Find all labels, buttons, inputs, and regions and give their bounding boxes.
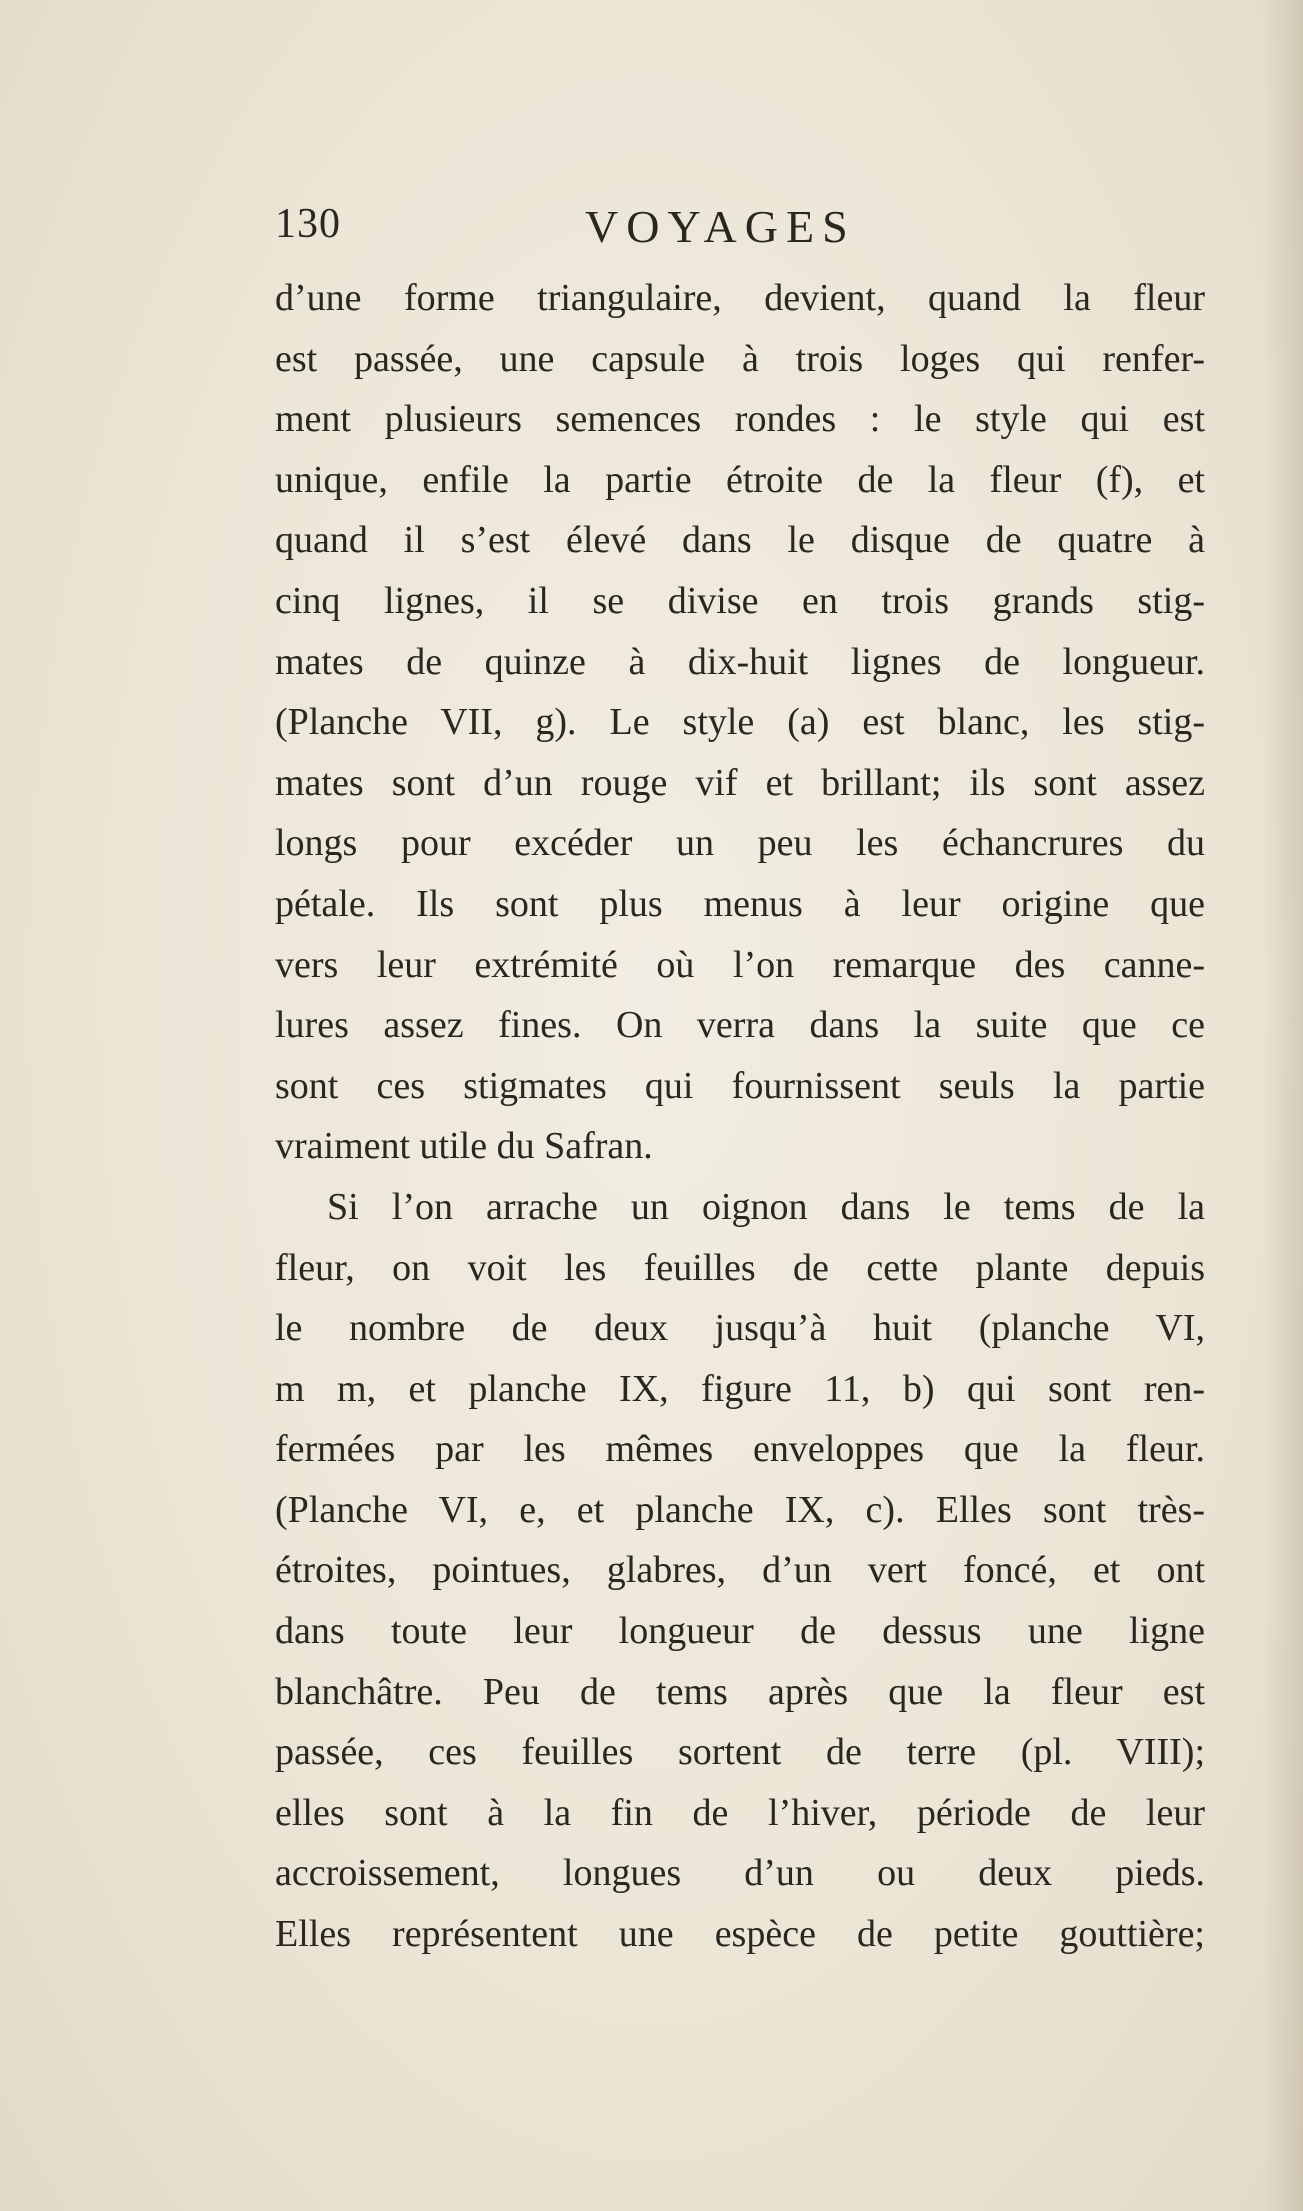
text-line: sont ces stigmates qui fournissent seuls la partie (275, 1064, 1205, 1107)
text-line: le nombre de deux jusqu’à huit (planche VI, (275, 1307, 1205, 1350)
text-line: blanchâtre. Peu de tems après que la fleur est (275, 1670, 1205, 1713)
text-line: elles sont à la fin de l’hiver, période de leur (275, 1791, 1205, 1834)
text-line: étroites, pointues, glabres, d’un vert foncé, et ont (275, 1549, 1205, 1592)
text-line: pétale. Ils sont plus menus à leur origine que (275, 882, 1205, 925)
text-line: longs pour excéder un peu les échancrures du (275, 822, 1205, 865)
text-line: vers leur extrémité où l’on remarque des canne- (275, 943, 1205, 986)
text-line: unique, enfile la partie étroite de la fleur (f), et (275, 458, 1205, 501)
text-line: cinq lignes, il se divise en trois grands stig- (275, 579, 1205, 622)
text-line: mates de quinze à dix-huit lignes de longueur. (275, 640, 1205, 683)
text-line: dans toute leur longueur de dessus une ligne (275, 1610, 1205, 1653)
text-line: (Planche VII, g). Le style (a) est blanc, les stig- (275, 701, 1205, 744)
text-line: d’une forme triangulaire, devient, quand la fleur (275, 277, 1205, 319)
text-line: est passée, une capsule à trois loges qui renfer- (275, 337, 1205, 380)
text-line: (Planche VI, e, et planche IX, c). Elles sont très- (275, 1488, 1205, 1531)
text-line: Elles représentent une espèce de petite gouttière; (275, 1913, 1205, 1956)
text-line: mates sont d’un rouge vif et brillant; ils sont assez (275, 761, 1205, 804)
text-line: accroissement, longues d’un ou deux pieds. (275, 1852, 1205, 1895)
page-header (275, 200, 1055, 260)
running-head: VOYAGES (585, 201, 856, 252)
text-line: m m, et planche IX, figure 11, b) qui sont ren- (275, 1367, 1205, 1410)
text-line: lures assez fines. On verra dans la suite que ce (275, 1004, 1205, 1047)
text-line: vraiment utile du Safran. (275, 1125, 653, 1168)
text-line: passée, ces feuilles sortent de terre (pl. VIII); (275, 1731, 1205, 1774)
text-line: fleur, on voit les feuilles de cette plante depuis (275, 1246, 1205, 1289)
text-line: quand il s’est élevé dans le disque de quatre à (275, 519, 1205, 562)
body-text (275, 268, 1205, 1965)
page-number: 130 (275, 201, 341, 247)
text-line: Si l’on arrache un oignon dans le tems de la (327, 1185, 1205, 1228)
text-line: fermées par les mêmes enveloppes que la fleur. (275, 1428, 1205, 1471)
text-line: ment plusieurs semences rondes : le style qui est (275, 398, 1205, 441)
